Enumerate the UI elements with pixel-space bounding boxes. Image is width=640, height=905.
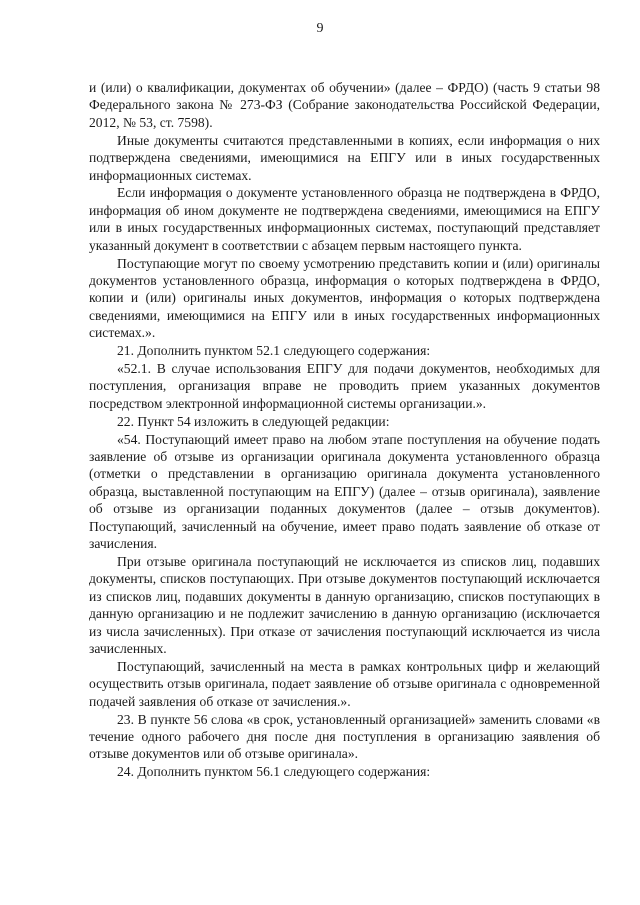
- paragraph-enrolled-withdrawal: Поступающий, зачисленный на места в рамках контрольных цифр и желающий осуществить отзыв оригинала, подает заявление об отзыве оригинала с одновременной подачей заявления об отказе от зачисления.».: [89, 658, 600, 709]
- page-number: 9: [316, 21, 324, 36]
- document-body: [89, 79, 600, 781]
- paragraph-frdo-continuation: и (или) о квалификации, документах об обучении» (далее – ФРДО) (часть 9 статьи 98 Федерального закона № 273-ФЗ (Собрание законодательства Российской Федерации, 2012, № 53, ст. 7598).: [89, 80, 600, 130]
- paragraph-clause-52-1: «52.1. В случае использования ЕПГУ для подачи документов, необходимых для поступления, организация вправе не проводить прием указанных документов посредством электронной информационной системы организации.».: [89, 361, 600, 411]
- paragraph-item-22: 22. Пункт 54 изложить в следующей редакции:: [117, 413, 390, 429]
- paragraph-other-documents: Иные документы считаются представленными в копиях, если информация о них подтверждена сведениями, имеющимися на ЕПГУ или в иных государственных информационных системах.: [89, 132, 600, 183]
- paragraph-item-23: 23. В пункте 56 слова «в срок, установленный организацией» заменить словами «в течение одного рабочего дня после дня поступления в организацию заявления об отзыве документов или об отзыве оригинала».: [89, 711, 600, 762]
- paragraph-not-confirmed: Если информация о документе установленного образца не подтверждена в ФРДО, информация об ином документе не подтверждена сведениями, имеющимися на ЕПГУ или в иных государственных информационных системах, поступающий представляет указанный документ в соответствии с абзацем первым настоящего пункта.: [89, 185, 600, 253]
- paragraph-clause-54: «54. Поступающий имеет право на любом этапе поступления на обучение подать заявление об отзыве из организации оригинала документа установленного образца (отметки о представлении в организацию оригинала документа установленного образца, выставленной поступающим на ЕПГУ) (далее – отзыв оригинала), заявление об отзыве из организации поданных документов (далее – отзыв документов). Поступающий, зачисленный на обучение, имеет право подать заявление об отказе от зачисления.: [89, 431, 600, 552]
- paragraph-item-21: 21. Дополнить пунктом 52.1 следующего содержания:: [117, 343, 431, 359]
- paragraph-item-24: 24. Дополнить пунктом 56.1 следующего содержания:: [117, 764, 431, 780]
- paragraph-copies-originals: Поступающие могут по своему усмотрению представить копии и (или) оригиналы документов установленного образца, информация о которых подтверждена в ФРДО, копии и (или) оригиналы иных документов, информация о которых подтверждена сведениями, имеющимися на ЕПГУ или в иных государственных информационных системах.».: [89, 255, 600, 341]
- paragraph-withdrawal-rules: При отзыве оригинала поступающий не исключается из списков лиц, подавших документы, списков поступающих. При отзыве документов поступающий исключается из списков лиц, подавших документы в данную организацию, списков поступающих в данную организацию и не подлежит зачислению в данную организацию (исключается из числа зачисленных). При отказе от зачисления поступающий исключается из числа зачисленных.: [89, 553, 600, 656]
